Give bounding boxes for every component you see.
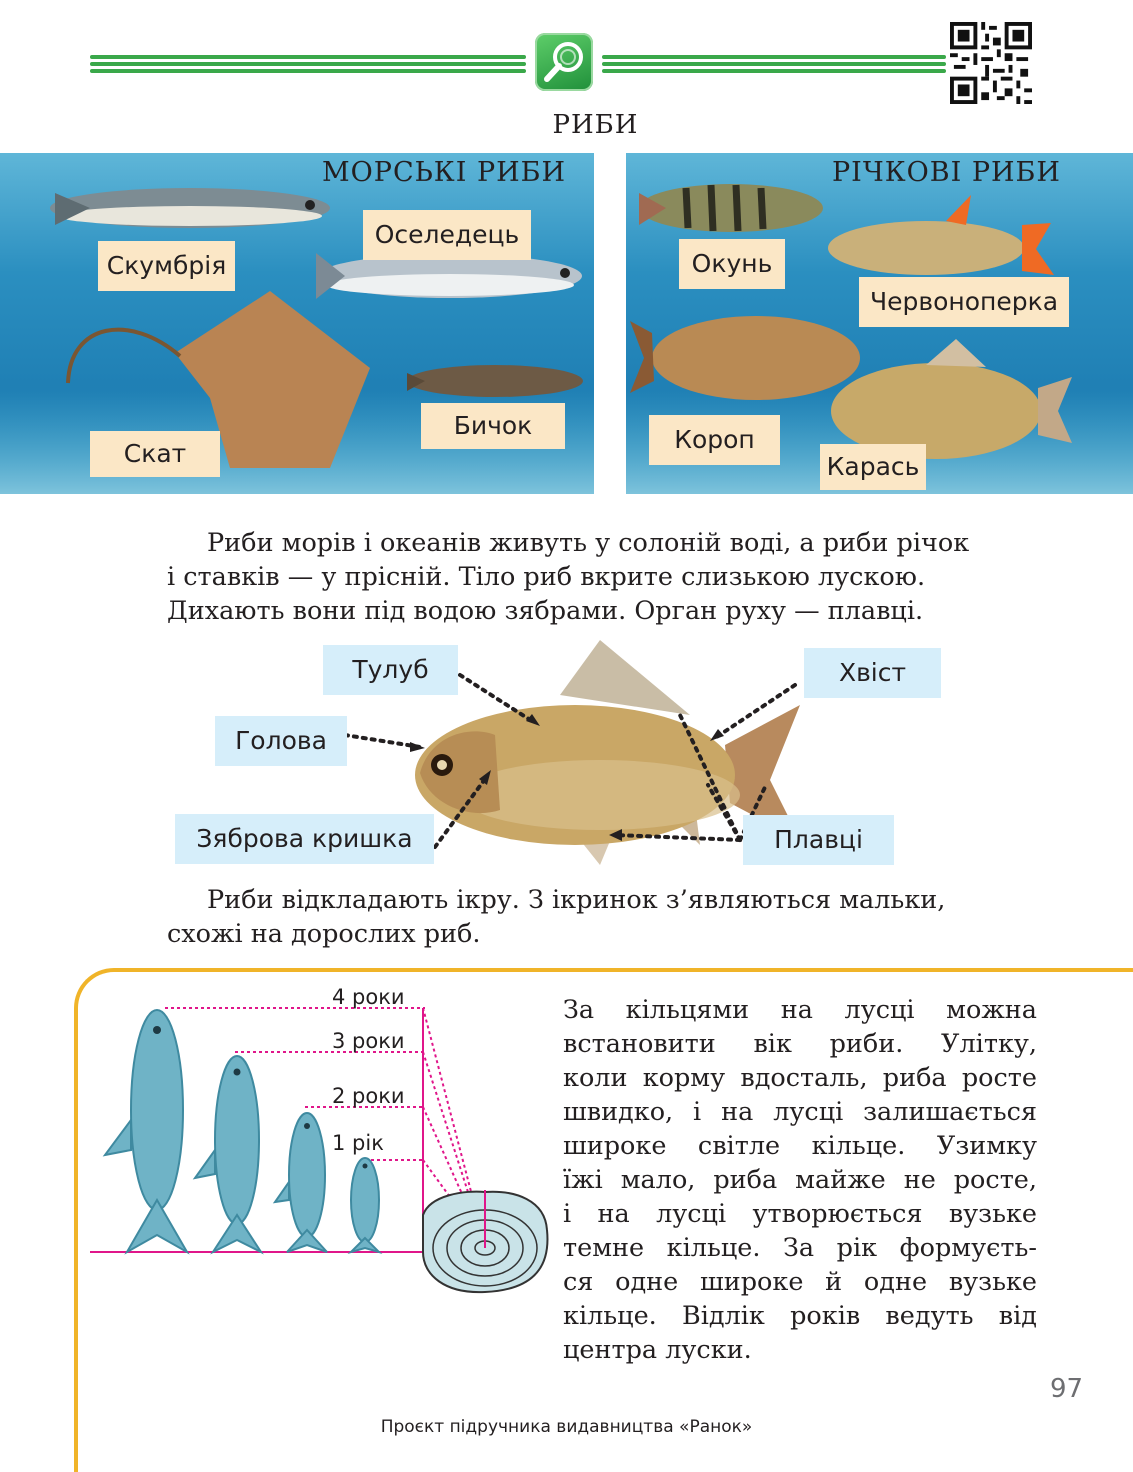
fish-2-years-icon (275, 1113, 327, 1252)
magnifier-icon (535, 33, 593, 91)
label-mackerel: Скумбрія (98, 241, 235, 291)
label-body: Тулуб (323, 645, 458, 695)
fish-4-years-icon (105, 1010, 187, 1252)
qr-code-icon[interactable] (948, 22, 1034, 104)
paragraph-line: ся одне широке й одне вузьке (563, 1267, 1037, 1297)
label-crucian: Карась (820, 444, 926, 490)
paragraph-line: встановити вік риби. Улітку, (563, 1029, 1037, 1059)
label-perch: Окунь (679, 239, 785, 289)
publisher-footer: Проєкт підручника видавництва «Ранок» (380, 1417, 753, 1437)
river-panel-title: РІЧКОВІ РИБИ (832, 157, 1061, 188)
label-carp: Короп (649, 415, 780, 465)
paragraph-line: За кільцями на лусці можна (563, 995, 1037, 1025)
label-herring: Оселедець (363, 210, 531, 260)
header-rule-left-1 (90, 55, 526, 59)
goby-image (407, 365, 583, 397)
header-rule-right-3 (602, 69, 946, 73)
label-goby: Бичок (421, 403, 565, 449)
paragraph-line: швидко, і на лусці залишається (563, 1097, 1037, 1127)
header-rule-left-3 (90, 69, 526, 73)
label-fins: Плавці (743, 815, 894, 865)
paragraph-line: коли корму вдосталь, риба росте (563, 1063, 1037, 1093)
paragraph-line: центра луски. (563, 1335, 752, 1365)
label-tail: Хвіст (804, 648, 941, 698)
sea-fish-panel (0, 153, 594, 494)
header-rule-right-1 (602, 55, 946, 59)
paragraph-line: схожі на дорослих риб. (167, 919, 481, 949)
label-rudd: Червоноперка (859, 277, 1069, 327)
label-stingray: Скат (90, 431, 220, 477)
age-label-4: 4 роки (332, 985, 405, 1009)
header-rule-left-2 (90, 62, 526, 66)
age-label-2: 2 роки (332, 1084, 405, 1108)
page-title: РИБИ (552, 110, 639, 140)
fish-anatomy-diagram (0, 635, 1133, 875)
age-label-3: 3 роки (332, 1029, 405, 1053)
paragraph-line: і на лусці утворюється вузьке (563, 1199, 1037, 1229)
rudd-image (828, 195, 1054, 275)
paragraph-habitat (167, 526, 1034, 628)
paragraph-line: Дихають вони під водою зябрами. Орган руху — плавці. (167, 596, 924, 626)
age-label-1: 1 рік (332, 1131, 384, 1155)
paragraph-scale-age (563, 993, 1037, 1367)
river-fish-panel (626, 153, 1133, 494)
fish-age-diagram (85, 990, 565, 1320)
mackerel-image (50, 188, 330, 228)
header-rule-right-2 (602, 62, 946, 66)
paragraph-line: кільце. Відлік років ведуть від (563, 1301, 1037, 1331)
paragraph-line: їжі мало, риба майже не росте, (563, 1165, 1037, 1195)
sea-panel-title: МОРСЬКІ РИБИ (322, 157, 567, 188)
page-number: 97 (1050, 1374, 1084, 1404)
fish-scale-icon (423, 1190, 547, 1292)
paragraph-reproduction (167, 883, 1034, 951)
fish-1-year-icon (351, 1158, 379, 1252)
label-head: Голова (215, 716, 347, 766)
paragraph-line: Риби морів і океанів живуть у солоній воді, а риби річок (207, 528, 970, 558)
fish-3-years-icon (195, 1056, 261, 1252)
perch-image (639, 184, 823, 232)
paragraph-line: Риби відкладають ікру. З ікринок з’являються мальки, (207, 885, 946, 915)
label-gill-cover: Зяброва кришка (175, 814, 434, 864)
paragraph-line: і ставків — у прісній. Тіло риб вкрите слизькою лускою. (167, 562, 926, 592)
paragraph-line: темне кільце. За рік формуєть- (563, 1233, 1037, 1263)
paragraph-line: широке світле кільце. Узимку (563, 1131, 1037, 1161)
